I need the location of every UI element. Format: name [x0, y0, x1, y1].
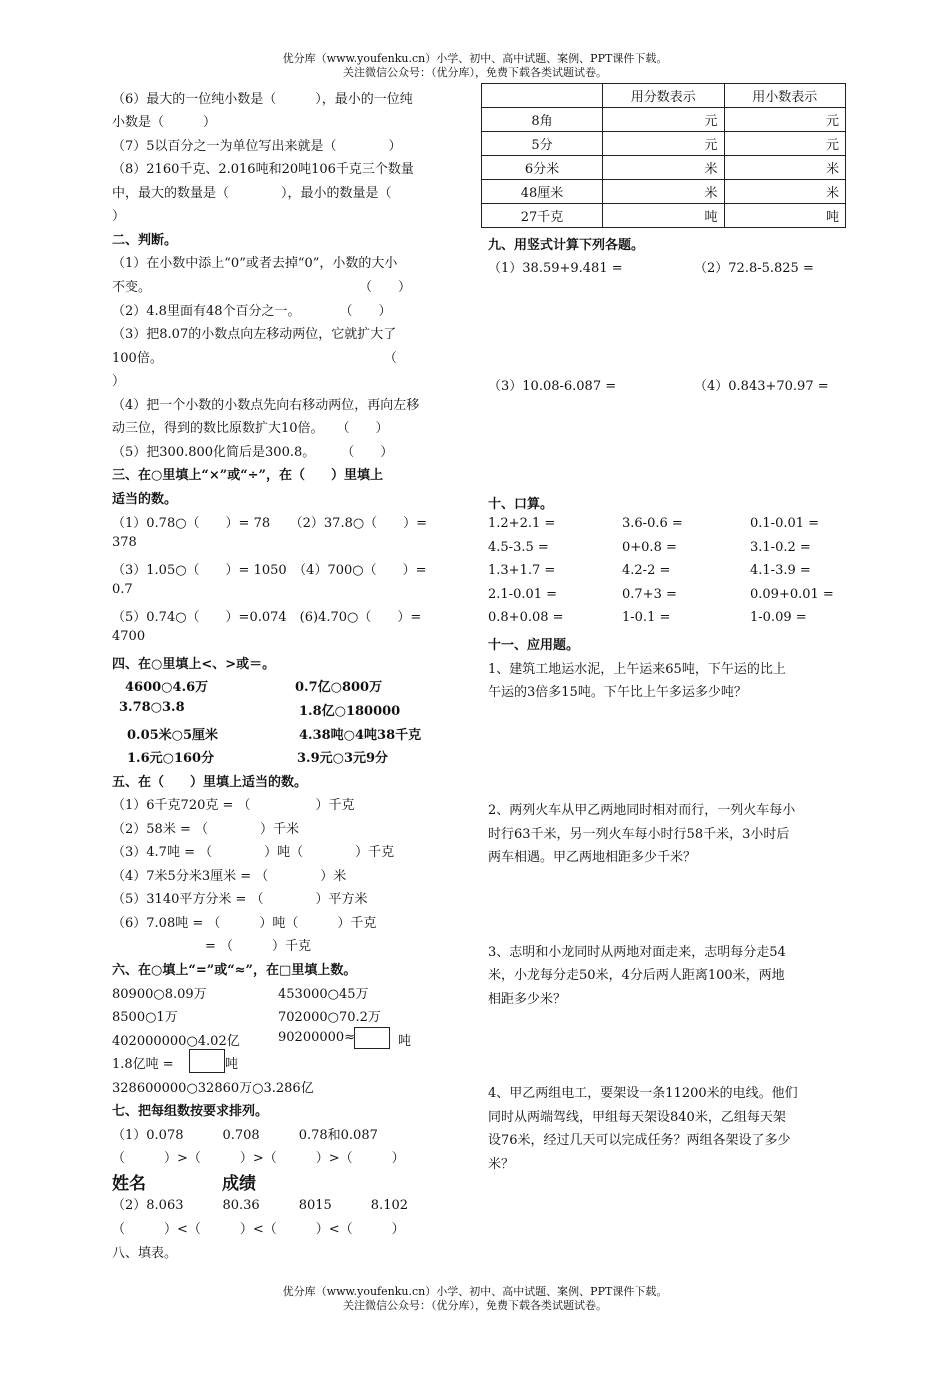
problem-4-c: 设76米，经过几天可以完成任务？两组各架设了多少 [488, 1133, 791, 1148]
fill-op-2-b: 0.7 [112, 582, 133, 597]
unit-6-a: （6）7.08吨 = （ ）吨（ ）千克 [112, 916, 377, 931]
table-cell: 元 [724, 132, 846, 156]
judge-1-a: （1）在小数中添上“0”或者去掉“0”，小数的大小 [112, 256, 398, 271]
unit-6-b: = （ ）千克 [205, 939, 312, 954]
section-10-title: 十、口算。 [488, 497, 554, 512]
header-line-2: 关注微信公众号：（优分库），免费下载各类试题试卷。 [343, 66, 607, 79]
judge-3-a: （3）把8.07的小数点向左移动两位，它就扩大了 [112, 327, 397, 342]
section-8-title: 八、填表。 [112, 1246, 178, 1261]
oral-item: 0+0.8 = [622, 540, 677, 555]
table-header-row [482, 84, 846, 108]
oral-item: 0.1-0.01 = [750, 516, 820, 531]
problem-2-b: 时行63千米，另一列火车每小时行58千米，3小时后 [488, 827, 790, 842]
compare-1a: 4600○4.6万 [125, 680, 209, 695]
judge-1-b: 不变。 （ ） [112, 280, 412, 295]
oral-item: 0.09+0.01 = [750, 587, 834, 602]
unit-1: （1）6千克720克 = （ ）千克 [112, 798, 355, 813]
section-2-title: 二、判断。 [112, 233, 178, 248]
table-cell: 元 [603, 108, 725, 132]
answer-box-1[interactable] [354, 1027, 390, 1049]
table-cell: 8角 [482, 108, 603, 132]
problem-3-c: 相距多少米？ [488, 992, 567, 1007]
oral-item: 0.7+3 = [622, 587, 677, 602]
compare-1b: 0.7亿○800万 [295, 680, 383, 695]
conversion-table [481, 83, 846, 228]
q8-line-a: （8）2160千克、2.016吨和20吨106千克三个数量 [112, 162, 414, 177]
vertical-calc-3: （3）10.08-6.087 = [488, 379, 617, 394]
compare-2a: 3.78○3.8 [119, 700, 185, 715]
problem-3-b: 米，小龙每分走50米，4分后两人距离100米，两地 [488, 968, 785, 983]
approx-3c: 吨 [398, 1034, 412, 1049]
table-cell: 元 [724, 108, 846, 132]
unit-2: （2）58米 = （ ）千米 [112, 822, 299, 837]
problem-3-a: 3、志明和小龙同时从两地对面走来，志明每分走54 [488, 945, 786, 960]
oral-item: 1-0.1 = [622, 610, 671, 625]
table-cell: 27千克 [482, 204, 603, 228]
section-3-title-b: 适当的数。 [112, 492, 178, 507]
section-9-title: 九、用竖式计算下列各题。 [488, 238, 645, 253]
table-row [482, 108, 846, 132]
score-label: 成绩 [222, 1174, 256, 1194]
problem-2-a: 2、两列火车从甲乙两地同时相对而行，一列火车每小 [488, 803, 796, 818]
approx-3a: 402000000○4.02亿 [112, 1034, 240, 1049]
judge-2: （2）4.8里面有48个百分之一。 （ ） [112, 304, 392, 319]
approx-5: 328600000○32860万○3.286亿 [112, 1081, 314, 1096]
approx-3b: 90200000≈ [278, 1030, 356, 1045]
order-2: （2）8.063 80.36 8015 8.102 [112, 1198, 409, 1213]
oral-item: 4.5-3.5 = [488, 540, 549, 555]
footer-line-2: 关注微信公众号：（优分库），免费下载各类试题试卷。 [343, 1299, 607, 1312]
q7-line: （7）5以百分之一为单位写出来就是（ ） [112, 139, 402, 154]
fill-op-3-b: 4700 [112, 629, 146, 644]
judge-4-b: 动三位，得到的数比原数扩大10倍。 （ ） [112, 421, 389, 436]
table-cell: 米 [603, 180, 725, 204]
problem-4-a: 4、甲乙两组电工，要架设一条11200米的电线。他们 [488, 1086, 798, 1101]
table-header-cell: 用小数表示 [724, 84, 846, 108]
problem-4-d: 米？ [488, 1157, 515, 1172]
oral-item: 4.1-3.9 = [750, 563, 811, 578]
section-4-title: 四、在○里填上<、>或＝。 [112, 657, 276, 672]
footer-line-1: 优分库（www.youfenku.cn）小学、初中、高中试题、案例、PPT课件下载。 [282, 1285, 668, 1298]
order-2-blanks: （ ）<（ ）<（ ）<（ ） [112, 1222, 405, 1237]
judge-3-c: ） [112, 374, 126, 389]
table-cell: 5分 [482, 132, 603, 156]
answer-box-2[interactable] [189, 1049, 225, 1073]
table-row [482, 132, 846, 156]
order-1-blanks: （ ）>（ ）>（ ）>（ ） [112, 1151, 405, 1166]
order-1: （1）0.078 0.708 0.78和0.087 [112, 1128, 378, 1143]
unit-3: （3）4.7吨 = （ ）吨（ ）千克 [112, 845, 395, 860]
fill-op-1-a: （1）0.78○（ ）= 78 （2）37.8○（ ）= [112, 516, 428, 531]
unit-5: （5）3140平方分米 = （ ）平方米 [112, 892, 368, 907]
vertical-calc-1: （1）38.59+9.481 = [488, 261, 623, 276]
table-cell: 米 [724, 156, 846, 180]
section-11-title: 十一、应用题。 [488, 638, 580, 653]
table-cell: 6分米 [482, 156, 603, 180]
approx-1a: 80900○8.09万 [112, 987, 207, 1002]
problem-4-b: 同时从两端驾线，甲组每天架设840米，乙组每天架 [488, 1110, 786, 1125]
table-row [482, 180, 846, 204]
q8-line-b: 中，最大的数量是（ ），最小的数量是（ [112, 186, 392, 201]
approx-1b: 453000○45万 [278, 987, 369, 1002]
name-label: 姓名 [112, 1174, 146, 1194]
fill-op-2-a: （3）1.05○（ ）= 1050 （4）700○（ ）= [112, 563, 427, 578]
problem-2-c: 两车相遇。甲乙两地相距多少千米？ [488, 850, 697, 865]
table-header-cell [482, 84, 603, 108]
table-cell: 吨 [603, 204, 725, 228]
oral-item: 1-0.09 = [750, 610, 807, 625]
oral-item: 1.3+1.7 = [488, 563, 556, 578]
q6-line-b: 小数是（ ） [112, 115, 217, 130]
table-header-cell: 用分数表示 [603, 84, 725, 108]
approx-2b: 702000○70.2万 [278, 1010, 381, 1025]
table-cell: 米 [724, 180, 846, 204]
judge-5: （5）把300.800化简后是300.8。 （ ） [112, 445, 394, 460]
section-7-title: 七、把每组数按要求排列。 [112, 1104, 269, 1119]
compare-2b: 1.8亿○180000 [299, 704, 401, 719]
oral-item: 1.2+2.1 = [488, 516, 556, 531]
compare-4a: 1.6元○160分 [127, 751, 215, 766]
table-row [482, 204, 846, 228]
q8-line-c: ） [112, 209, 126, 224]
section-6-title: 六、在○填上“=”或“≈”，在□里填上数。 [112, 963, 357, 978]
header-line-1: 优分库（www.youfenku.cn）小学、初中、高中试题、案例、PPT课件下载。 [282, 52, 668, 65]
oral-item: 0.8+0.08 = [488, 610, 564, 625]
problem-1-a: 1、建筑工地运水泥，上午运来65吨，下午运的比上 [488, 662, 786, 677]
section-3-title-a: 三、在○里填上“×”或“÷”，在（ ）里填上 [112, 468, 384, 483]
table-cell: 米 [603, 156, 725, 180]
judge-4-a: （4）把一个小数的小数点先向右移动两位，再向左移 [112, 398, 420, 413]
compare-4b: 3.9元○3元9分 [297, 751, 389, 766]
oral-item: 2.1-0.01 = [488, 587, 558, 602]
oral-item: 3.6-0.6 = [622, 516, 683, 531]
approx-2a: 8500○1万 [112, 1010, 178, 1025]
judge-3-b: 100倍。 （ [112, 351, 397, 366]
fill-op-1-b: 378 [112, 535, 137, 550]
vertical-calc-2: （2）72.8-5.825 = [694, 261, 814, 276]
table-cell: 元 [603, 132, 725, 156]
compare-3a: 0.05米○5厘米 [127, 728, 219, 743]
compare-3b: 4.38吨○4吨38千克 [299, 728, 422, 743]
table-row [482, 156, 846, 180]
section-5-title: 五、在（ ）里填上适当的数。 [112, 775, 308, 790]
table-cell: 吨 [724, 204, 846, 228]
table-cell: 48厘米 [482, 180, 603, 204]
vertical-calc-4: （4）0.843+70.97 = [694, 379, 829, 394]
oral-item: 3.1-0.2 = [750, 540, 811, 555]
unit-4: （4）7米5分米3厘米 = （ ）米 [112, 869, 347, 884]
oral-item: 4.2-2 = [622, 563, 671, 578]
problem-1-b: 午运的3倍多15吨。下午比上午多运多少吨？ [488, 685, 747, 700]
approx-4a: 1.8亿吨 = [112, 1057, 174, 1072]
fill-op-3-a: （5）0.74○（ ）=0.074 (6)4.70○（ ）= [112, 610, 422, 625]
q6-line-a: （6）最大的一位纯小数是（ ），最小的一位纯 [112, 92, 413, 107]
approx-4b: 吨 [225, 1057, 239, 1072]
